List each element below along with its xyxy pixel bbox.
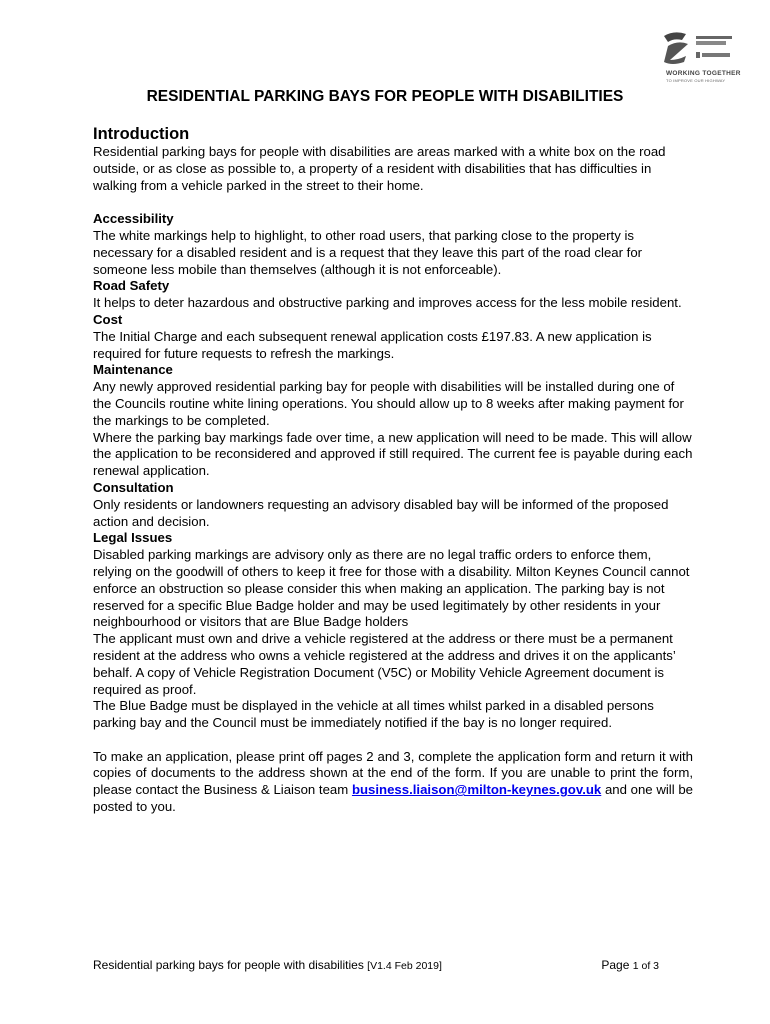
document-title: RESIDENTIAL PARKING BAYS FOR PEOPLE WITH DISABILITIES <box>146 88 624 105</box>
road-safety-heading: Road Safety <box>93 278 170 294</box>
council-logo-icon <box>660 30 736 70</box>
header-logo <box>660 30 741 88</box>
spacer <box>93 732 693 749</box>
logo-tagline: WORKING TOGETHER <box>666 70 741 77</box>
intro-text: Residential parking bays for people with disabilities are areas marked with a white box on the road outside, or as close as possible to, a property of a resident with disabilities that has difficulties in walking from a vehicle parked in the street to their home. <box>93 144 666 193</box>
footer-doc-title: Residential parking bays for people with disabilities <box>93 958 368 972</box>
maintenance-heading: Maintenance <box>93 362 173 378</box>
intro-heading: Introduction <box>93 125 190 143</box>
maintenance-text-1: Any newly approved residential parking bay for people with disabilities will be installed during one of the Councils routine white lining operations. You should allow up to 8 weeks after making payment for the markings to be completed. <box>93 379 684 428</box>
logo-subtagline: TO IMPROVE OUR HIGHWAY <box>666 78 726 83</box>
footer-page-info: 1 of 3 <box>632 960 659 972</box>
footer-left <box>93 958 442 972</box>
legal-text-3: The Blue Badge must be displayed in the vehicle at all times whilst parked in a disabled persons parking bay and the Council must be immediately notified if the bay is no longer required. <box>93 698 654 731</box>
application-text-after: and one will be posted to you. <box>93 782 693 815</box>
legal-text-2: The applicant must own and drive a vehicle registered at the address or there must be a permanent resident at the address who owns a vehicle registered at the address and drives it on the applicants’ behalf. A copy of Vehicle Registration Document (V5C) or Mobility Vehicle Agreement document is required as proof. <box>93 631 676 697</box>
maintenance-text-2: Where the parking bay markings fade over time, a new application will need to be made. This will allow the application to be reconsidered and approved if still required. The current fee is payable during each renewal application. <box>93 429 693 479</box>
application-paragraph <box>93 749 693 816</box>
cost-heading: Cost <box>93 311 123 327</box>
consultation-heading: Consultation <box>93 479 174 495</box>
consultation-text: Only residents or landowners requesting an advisory disabled bay will be informed of the proposed action and decision. <box>93 496 669 529</box>
cost-text: The Initial Charge and each subsequent renewal application costs £197.83. A new application is required for future requests to refresh the markings. <box>93 328 652 361</box>
document-body <box>93 124 693 816</box>
legal-heading: Legal Issues <box>93 530 173 546</box>
legal-text-1: Disabled parking markings are advisory only as there are no legal traffic orders to enforce them, relying on the goodwill of others to keep it free for those with a disability. Milton Keynes Council cannot enforce an obstruction so please consider this when making an application. The parking bay is not reserved for a specific Blue Badge holder and may be used legitimately by other residents in your neighbourhood or visitors that are Blue Badge holders <box>93 547 690 630</box>
accessibility-text: The white markings help to highlight, to other road users, that parking close to the property is necessary for a disabled resident and is a request that they leave this part of the road clear for someone less mobile than themselves (although it is not enforceable). <box>93 227 643 277</box>
application-text: To make an application, please print off pages 2 and 3, complete the application form and return it with copies of documents to the address shown at the end of the form. If you are unable to print the form, please contact the Business & Liaison team <box>93 748 693 798</box>
contact-email-link[interactable]: business.liaison@milton-keynes.gov.uk <box>351 782 602 798</box>
road-safety-text: It helps to deter hazardous and obstructive parking and improves access for the less mobile resident. <box>93 295 682 311</box>
spacer <box>93 194 693 211</box>
footer-version: [V1.4 Feb 2019] <box>367 960 442 972</box>
footer-page-number <box>601 958 659 972</box>
accessibility-heading: Accessibility <box>93 211 174 227</box>
footer-page-label: Page <box>601 958 633 972</box>
